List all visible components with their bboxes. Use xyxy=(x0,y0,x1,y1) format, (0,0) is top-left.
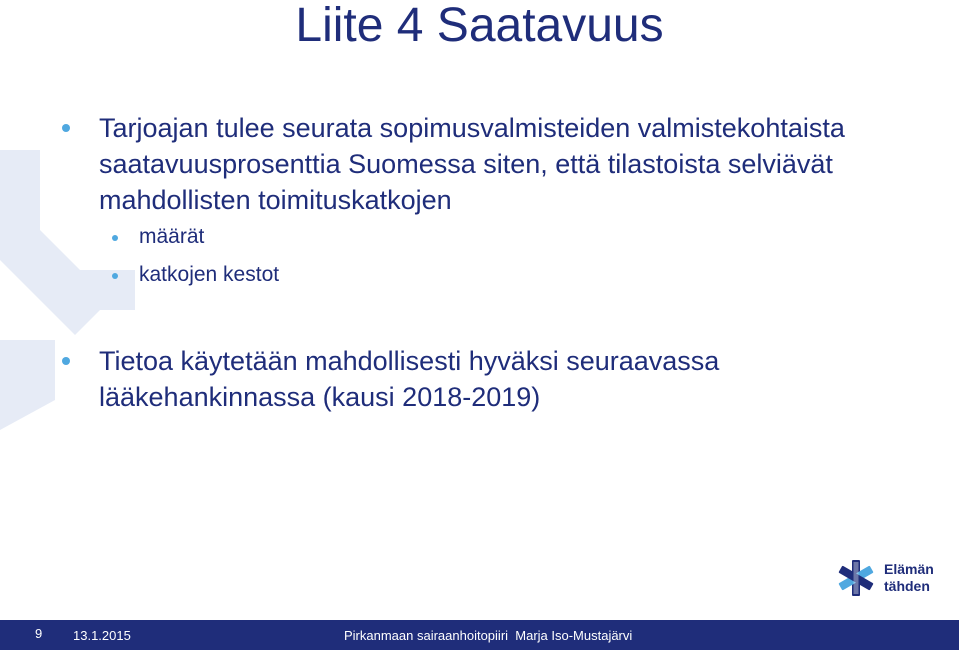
sub-bullet-text: katkojen kestot xyxy=(139,263,280,286)
logo-wordmark: Elämän tähden xyxy=(884,561,934,594)
sub-bullet-item xyxy=(62,224,912,250)
bullet-list xyxy=(62,110,912,415)
footer-date: 13.1.2015 xyxy=(73,628,131,643)
slide-title: Liite 4 Saatavuus xyxy=(295,0,664,52)
page-number: 9 xyxy=(35,626,43,641)
sub-bullet-item xyxy=(62,262,912,288)
organization-logo xyxy=(834,556,934,600)
sub-bullet-text: määrät xyxy=(139,225,205,248)
bullet-icon xyxy=(62,357,70,365)
bullet-icon xyxy=(112,235,118,241)
bullet-icon xyxy=(112,273,118,279)
footer-organization: Pirkanmaan sairaanhoitopiiri Marja Iso-Mustajärvi xyxy=(344,628,633,643)
bullet-icon xyxy=(62,124,70,132)
star-of-life-icon xyxy=(834,556,878,600)
footer-bar xyxy=(0,620,959,650)
bullet-item xyxy=(62,110,912,218)
bullet-text: Tietoa käytetään mahdollisesti hyväksi seuraavassa lääkehankinnassa (kausi 2018-2019) xyxy=(99,346,720,412)
bullet-text: Tarjoajan tulee seurata sopimusvalmisteiden valmistekohtaista saatavuusprosenttia Suomessa siten, että tilastoista selviävät mahdollisten toimituskatkojen xyxy=(99,113,845,215)
bullet-item xyxy=(62,343,912,415)
